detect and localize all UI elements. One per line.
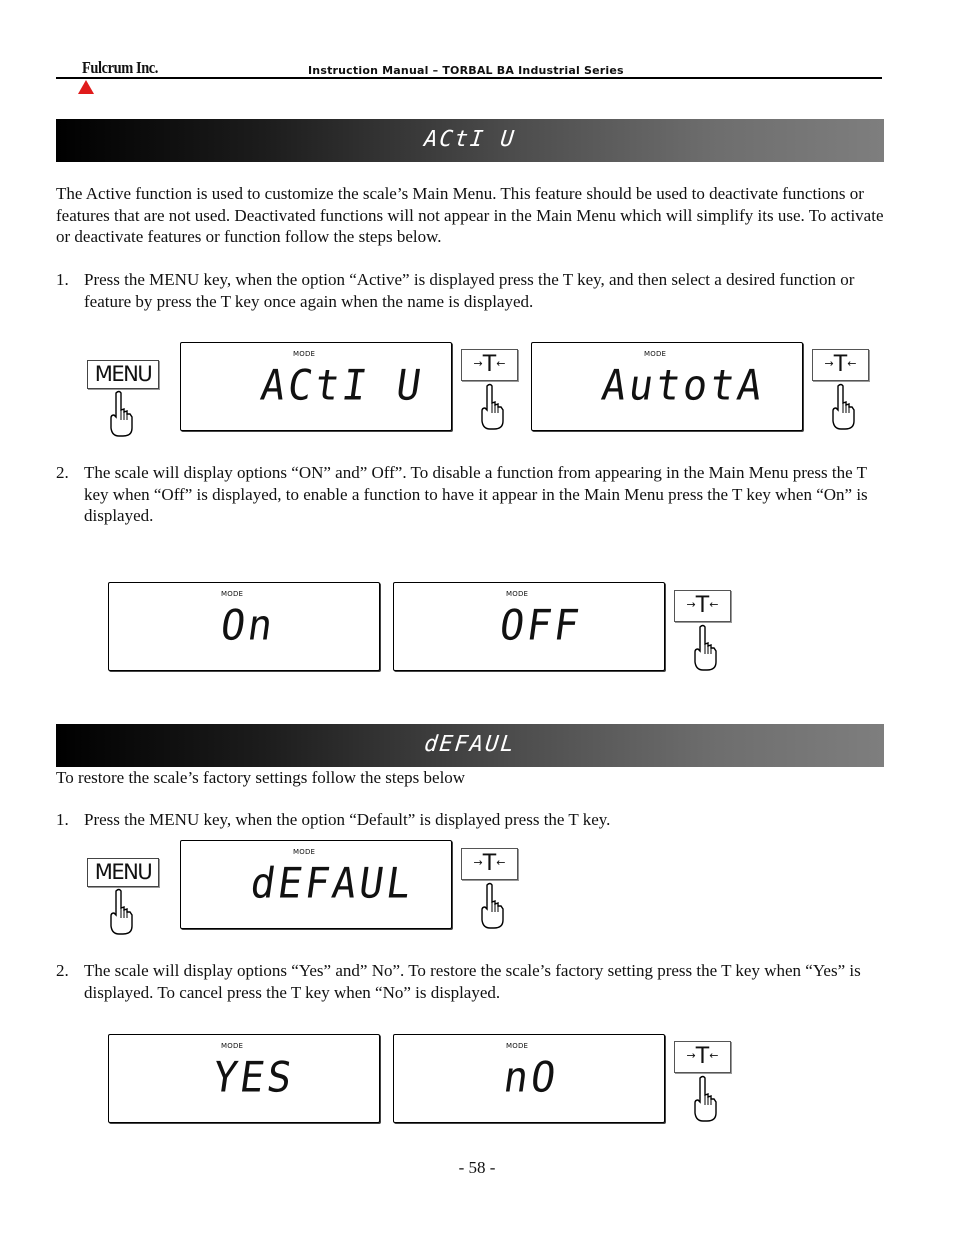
step-text: Press the MENU key, when the option “Default” is displayed press the T key.: [84, 810, 611, 829]
tare-key[interactable]: [674, 1041, 731, 1073]
lcd-mode-label: MODE: [506, 1042, 529, 1050]
lcd-mode-label: MODE: [293, 350, 316, 358]
arrow-left-icon: ←: [496, 856, 506, 869]
pointing-hand-icon: [478, 882, 510, 930]
page-number: - 58 -: [458, 1158, 496, 1177]
lcd-readout: On: [217, 601, 279, 651]
active-intro-paragraph: The Active function is used to customize the scale’s Main Menu. This feature should be used to deactivate functions or features that are not used. Deactivated functions will not appear in the Main Menu which will simplify its use. To activate or deactivate features or function follow the steps below.: [56, 184, 884, 247]
lcd-display: [180, 342, 452, 431]
lcd-display: [531, 342, 803, 431]
arrow-left-icon: ←: [496, 357, 506, 370]
pointing-hand-icon: [107, 390, 139, 438]
arrow-right-icon: →: [686, 598, 696, 611]
step-text: The scale will display options “Yes” and” No”. To restore the scale’s factory setting press the T key when “Yes” is displayed. To cancel press the T key when “No” is displayed.: [84, 961, 861, 1002]
lcd-readout: OFF: [496, 601, 585, 651]
lcd-readout: nO: [500, 1053, 562, 1103]
step-text: Press the MENU key, when the option “Active” is displayed press the T key, and then select a desired function or feature by press the T key once again when the name is displayed.: [84, 270, 855, 311]
step-text: The scale will display options “ON” and” Off”. To disable a function from appearing in the Main Menu press the T key when “Off” is displayed, to enable a function to have it appear in the Main Menu press the T key when “On” is displayed.: [84, 463, 868, 526]
section-bar-active: [56, 119, 884, 162]
logo-triangle-icon: [78, 80, 94, 94]
section-bar-default: [56, 724, 884, 767]
step-number: 1.: [56, 810, 69, 829]
lcd-mode-label: MODE: [293, 848, 316, 856]
tare-key[interactable]: [461, 848, 518, 880]
arrow-left-icon: ←: [847, 357, 857, 370]
header-rule: [56, 77, 882, 79]
tare-key-label: T: [482, 352, 497, 377]
pointing-hand-icon: [478, 383, 510, 431]
lcd-mode-label: MODE: [506, 590, 529, 598]
header-title: Instruction Manual – TORBAL BA Industrial Series: [308, 64, 624, 77]
lcd-readout: dEFAUL: [247, 859, 417, 909]
section-title-active: ACtI U: [422, 127, 518, 152]
pointing-hand-icon: [829, 383, 861, 431]
tare-key-label: T: [833, 352, 848, 377]
lcd-display: [393, 1034, 665, 1123]
default-step-2: [56, 960, 886, 1003]
tare-key[interactable]: [812, 349, 869, 381]
active-step-2: [56, 462, 886, 527]
lcd-mode-label: MODE: [221, 1042, 244, 1050]
menu-key[interactable]: MENU: [87, 360, 159, 389]
menu-key[interactable]: MENU: [87, 858, 159, 887]
lcd-readout: ACtI U: [257, 361, 427, 411]
step-number: 1.: [56, 270, 69, 289]
arrow-right-icon: →: [473, 856, 483, 869]
tare-key-label: T: [695, 1044, 710, 1069]
lcd-mode-label: MODE: [221, 590, 244, 598]
tare-key-label: T: [695, 593, 710, 618]
lcd-mode-label: MODE: [644, 350, 667, 358]
lcd-display: [180, 840, 452, 929]
section-title-default: dEFAUL: [422, 732, 518, 757]
company-logo: Fulcrum Inc.: [82, 58, 158, 77]
arrow-right-icon: →: [686, 1049, 696, 1062]
lcd-display: [108, 582, 380, 671]
lcd-readout: AutotA: [598, 361, 768, 411]
step-number: 2.: [56, 463, 69, 482]
active-step-1: [56, 269, 886, 312]
lcd-display: [108, 1034, 380, 1123]
default-step-1: [56, 809, 886, 831]
tare-key-label: T: [482, 851, 497, 876]
arrow-right-icon: →: [473, 357, 483, 370]
pointing-hand-icon: [107, 888, 139, 936]
pointing-hand-icon: [691, 1075, 723, 1123]
lcd-display: [393, 582, 665, 671]
arrow-right-icon: →: [824, 357, 834, 370]
lcd-readout: YES: [209, 1053, 298, 1103]
arrow-left-icon: ←: [709, 598, 719, 611]
tare-key[interactable]: [674, 590, 731, 622]
tare-key[interactable]: [461, 349, 518, 381]
pointing-hand-icon: [691, 624, 723, 672]
arrow-left-icon: ←: [709, 1049, 719, 1062]
step-number: 2.: [56, 961, 69, 980]
default-intro-paragraph: To restore the scale’s factory settings follow the steps below: [56, 768, 466, 787]
